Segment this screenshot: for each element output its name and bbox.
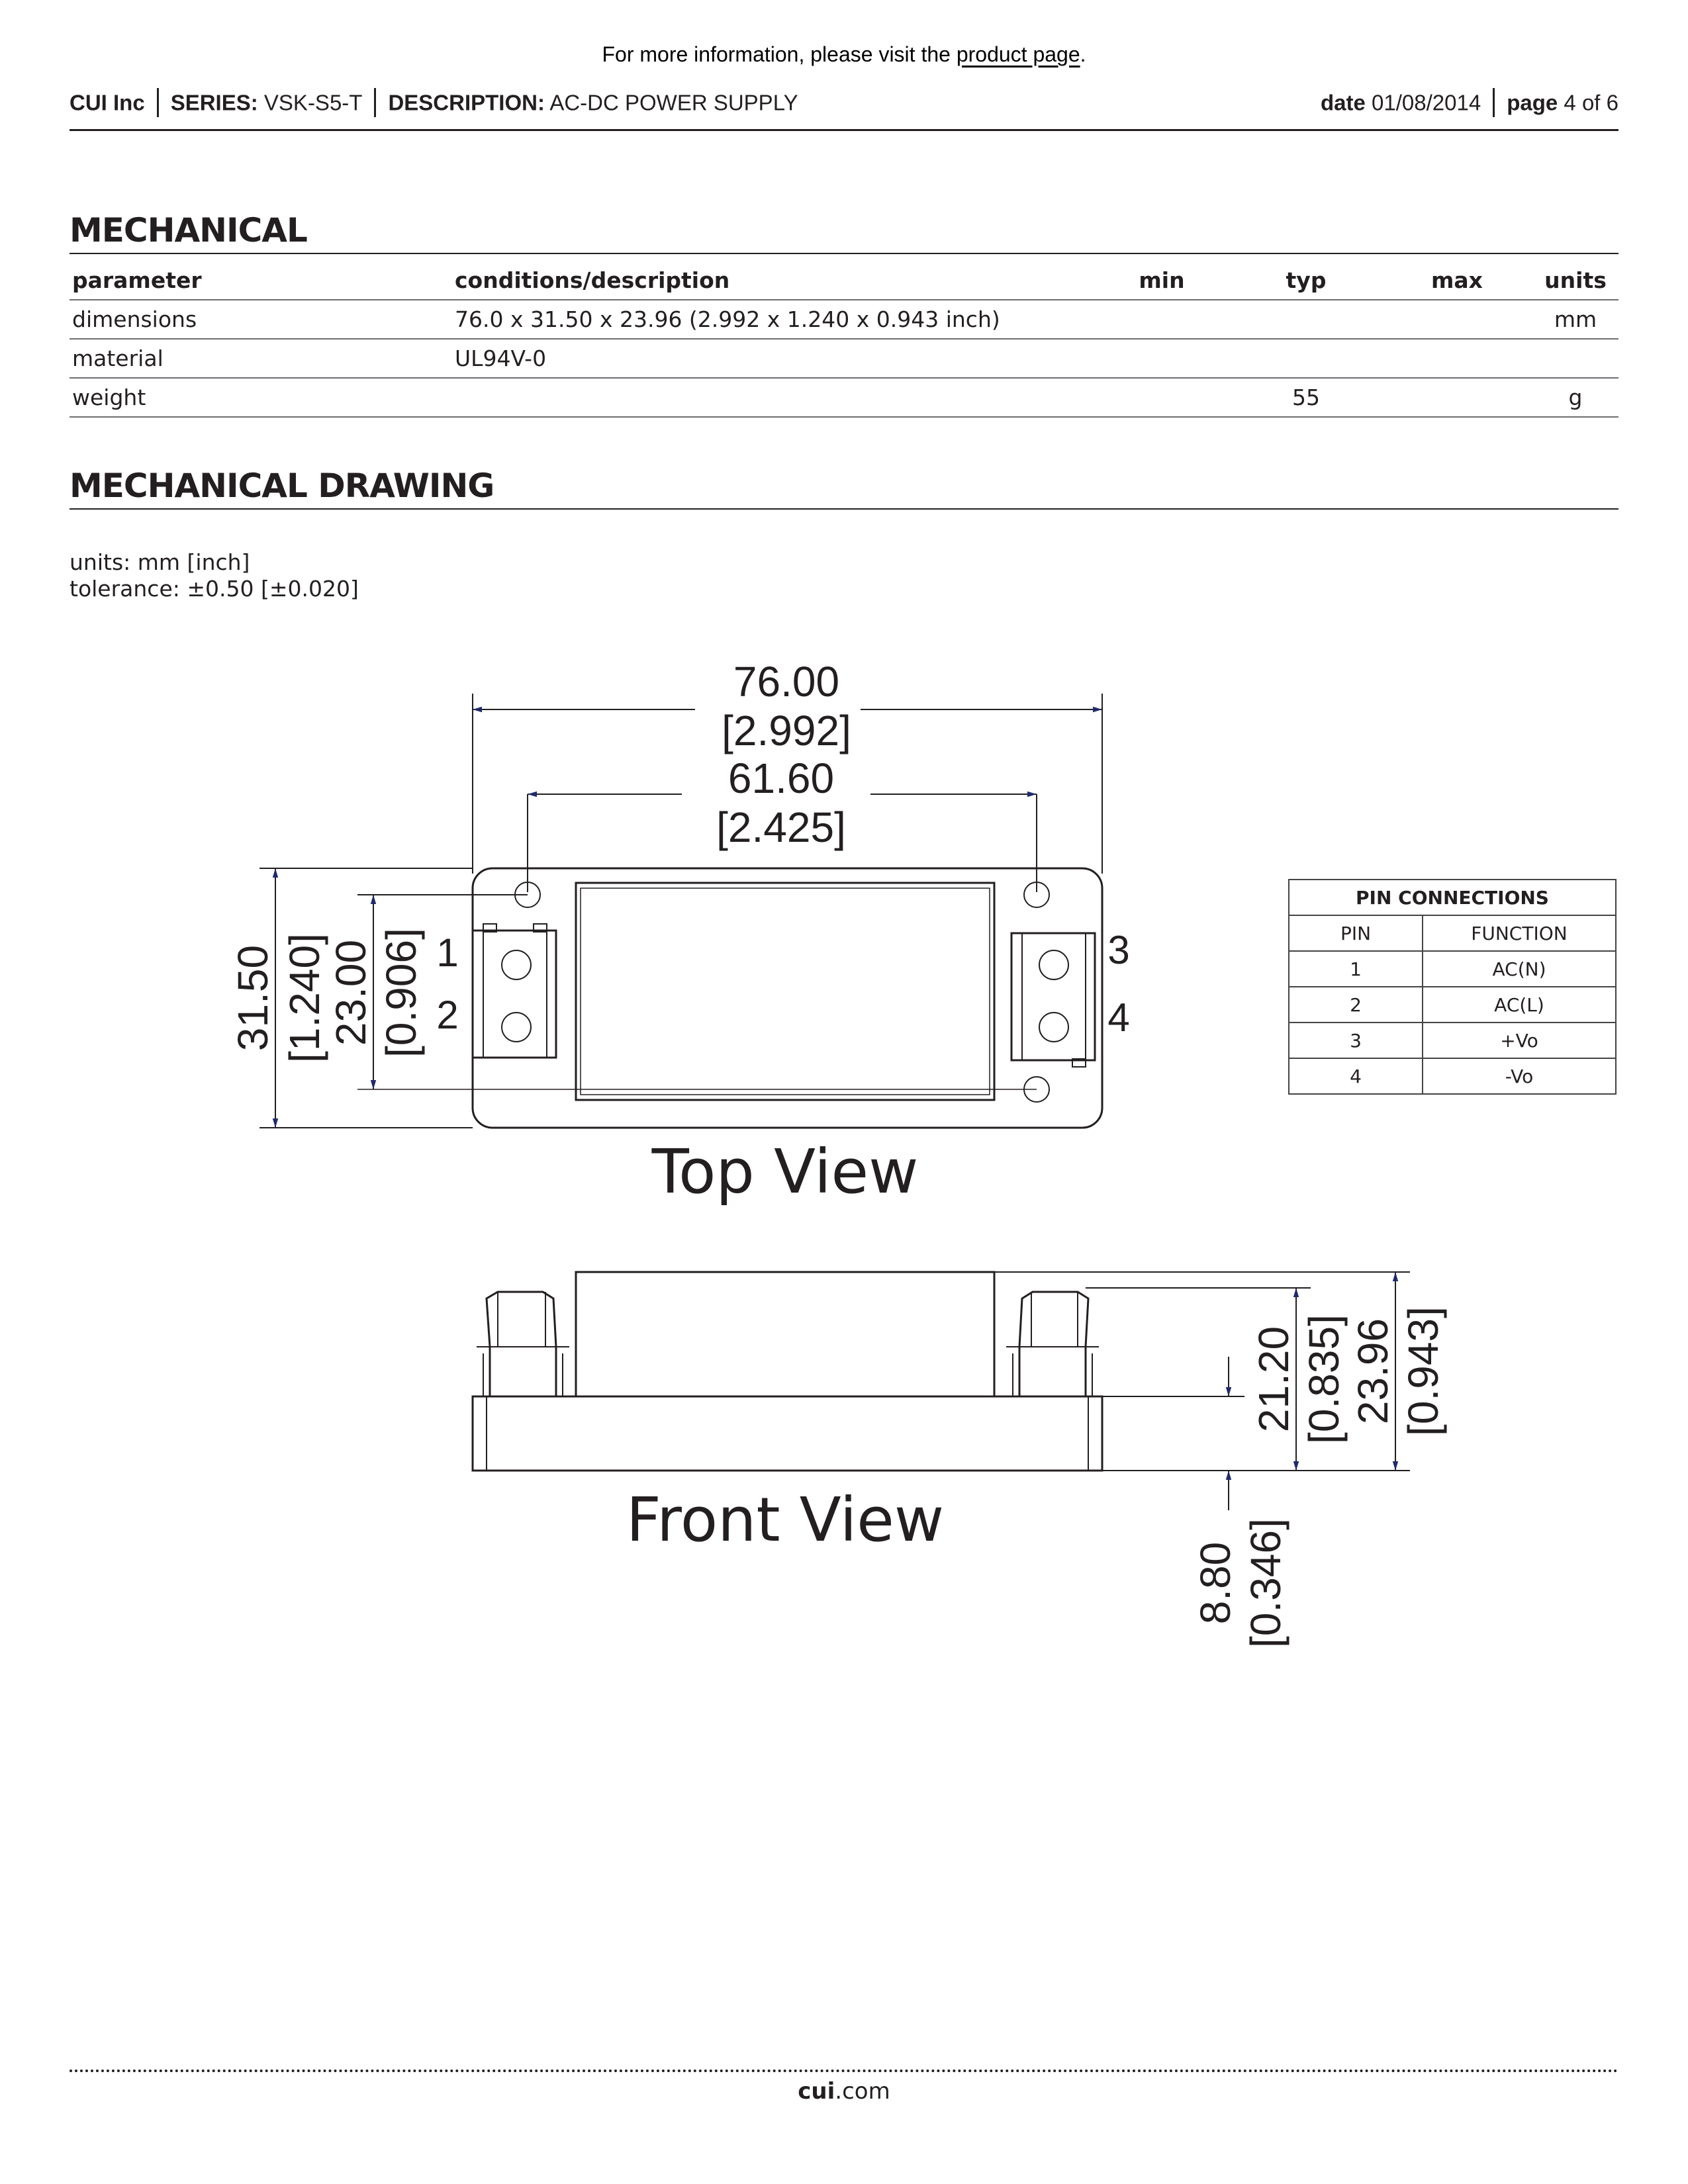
pin-number: 4 bbox=[1289, 1058, 1423, 1094]
col-max: max bbox=[1382, 261, 1532, 300]
label-recess bbox=[576, 883, 994, 1100]
front-view-label: Front View bbox=[626, 1484, 945, 1555]
pin-number: 2 bbox=[1289, 987, 1423, 1023]
page-label: page bbox=[1507, 90, 1558, 115]
note-prefix: For more information, please visit the bbox=[602, 42, 951, 66]
col-typ: typ bbox=[1231, 261, 1382, 300]
series-value: VSK-S5-T bbox=[263, 90, 363, 115]
terminal-screw bbox=[1039, 1013, 1068, 1042]
terminal-block-left bbox=[473, 931, 556, 1058]
dim-total-height-mm: 23.96 bbox=[1349, 1318, 1397, 1425]
pin-label: 3 bbox=[1107, 928, 1130, 972]
pin-function: AC(L) bbox=[1423, 987, 1616, 1023]
col-parameter: parameter bbox=[70, 261, 452, 300]
company-name: CUI Inc bbox=[70, 90, 145, 115]
cell-parameter: dimensions bbox=[70, 300, 452, 339]
dim-base-height-mm: 8.80 bbox=[1192, 1541, 1239, 1625]
dim-body-height-mm: 21.20 bbox=[1250, 1326, 1297, 1433]
col-conditions: conditions/description bbox=[452, 261, 1093, 300]
mechanical-drawing-title: MECHANICAL DRAWING bbox=[70, 466, 1618, 510]
pin-function: AC(N) bbox=[1423, 951, 1616, 987]
pin-number: 3 bbox=[1289, 1023, 1423, 1058]
terminal-screw bbox=[502, 950, 531, 979]
dim-hole-pitch-mm: 61.60 bbox=[727, 754, 835, 802]
cell-parameter: material bbox=[70, 339, 452, 378]
pin-label: 2 bbox=[436, 993, 459, 1037]
tolerance-text: tolerance: ±0.50 [±0.020] bbox=[70, 576, 359, 602]
dim-width-mm: 31.50 bbox=[229, 944, 277, 1052]
pin-table-title-row bbox=[1289, 880, 1616, 915]
label-recess-inner bbox=[581, 888, 990, 1095]
cell-typ: 55 bbox=[1231, 378, 1382, 417]
footer-domain: .com bbox=[835, 2078, 890, 2105]
pin-function: -Vo bbox=[1423, 1058, 1616, 1094]
pin-number: 1 bbox=[1289, 951, 1423, 987]
series-label: SERIES: bbox=[170, 90, 258, 115]
table-row bbox=[1289, 1023, 1616, 1058]
col-units: units bbox=[1532, 261, 1618, 300]
dim-base-height-in: [0.346] bbox=[1242, 1518, 1289, 1648]
footer-brand: cui bbox=[798, 2078, 835, 2105]
product-page-link[interactable]: product page bbox=[956, 42, 1080, 66]
description-value: AC-DC POWER SUPPLY bbox=[549, 90, 798, 115]
pin-label: 1 bbox=[436, 931, 459, 975]
dim-body-height-in: [0.835] bbox=[1300, 1314, 1348, 1444]
footer-rule bbox=[70, 2070, 1618, 2072]
footer-url[interactable] bbox=[0, 2078, 1688, 2105]
dim-hole-span-mm: 23.00 bbox=[327, 939, 375, 1046]
terminal-screw bbox=[1039, 950, 1068, 979]
dim-hole-span-in: [0.906] bbox=[377, 928, 425, 1058]
date-label: date bbox=[1321, 90, 1366, 115]
page-value: 4 of 6 bbox=[1564, 90, 1618, 115]
table-row bbox=[1289, 951, 1616, 987]
table-row bbox=[1289, 987, 1616, 1023]
units-text: units: mm [inch] bbox=[70, 549, 250, 575]
pin-col-header: PIN bbox=[1289, 915, 1423, 951]
dim-length-mm: 76.00 bbox=[733, 658, 840, 705]
top-view-label: Top View bbox=[651, 1136, 919, 1207]
dim-hole-pitch-in: [2.425] bbox=[716, 803, 846, 851]
dim-width-in: [1.240] bbox=[281, 933, 328, 1063]
module-outline-top bbox=[473, 868, 1102, 1128]
module-base-front bbox=[473, 1396, 1102, 1471]
pin-function: +Vo bbox=[1423, 1023, 1616, 1058]
description-label: DESCRIPTION: bbox=[388, 90, 545, 115]
cell-units: mm bbox=[1532, 300, 1618, 339]
cell-conditions: 76.0 x 31.50 x 23.96 (2.992 x 1.240 x 0.943 inch) bbox=[452, 300, 1093, 339]
cell-conditions: UL94V-0 bbox=[452, 339, 1093, 378]
table-row bbox=[1289, 1058, 1616, 1094]
pin-table-header-row bbox=[1289, 915, 1616, 951]
pin-label: 4 bbox=[1107, 995, 1130, 1040]
pin-connections-table bbox=[1288, 879, 1617, 1095]
col-min: min bbox=[1093, 261, 1231, 300]
module-body-front bbox=[576, 1272, 994, 1396]
note-suffix: . bbox=[1080, 42, 1086, 66]
function-col-header: FUNCTION bbox=[1423, 915, 1616, 951]
cell-parameter: weight bbox=[70, 378, 452, 417]
mechanical-title: MECHANICAL bbox=[70, 210, 1618, 254]
dim-length-in: [2.992] bbox=[722, 707, 851, 754]
date-value: 01/08/2014 bbox=[1372, 90, 1481, 115]
dim-total-height-in: [0.943] bbox=[1399, 1306, 1447, 1436]
cell-units: g bbox=[1532, 378, 1618, 417]
pin-table-title: PIN CONNECTIONS bbox=[1289, 880, 1616, 915]
terminal-screw bbox=[502, 1013, 531, 1042]
